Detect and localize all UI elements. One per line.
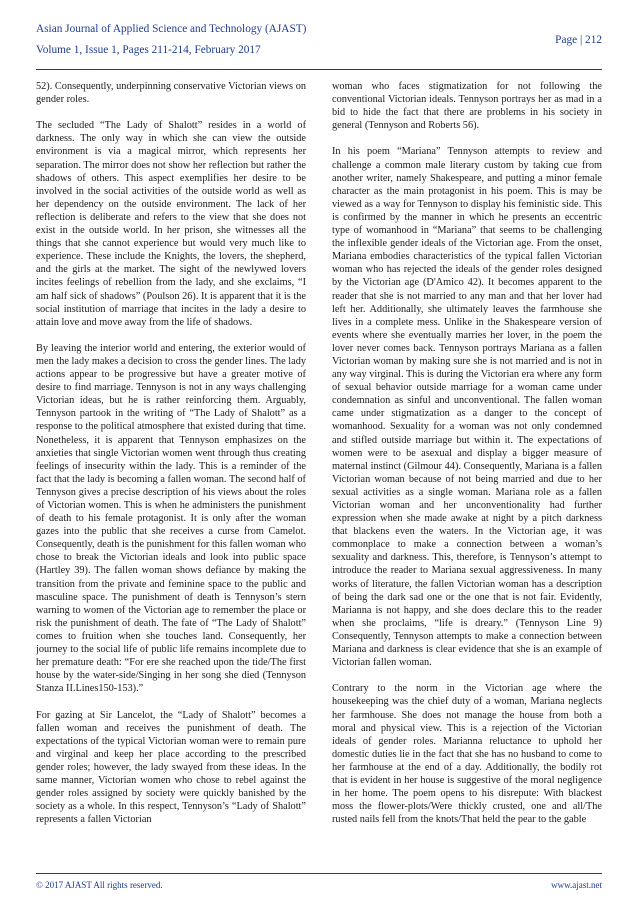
page-header [36, 14, 602, 68]
right-paragraph-3: Contrary to the norm in the Victorian age where the housekeeping was the chief duty of a woman, Mariana neglects her farmhouse. She does not manage the house from both a moral and physical view. This is a rejection of the Victorian ideals of gender roles. Marianna reluctance to uphold her domestic duties lie in the fact that she has no husband to come to her farmhouse at the end of a day. Additionally, the bodily rot that is evident in her house is suggestive of the moral negligence in her home. The poem opens to his disrepute: With blackest moss the flower-plots/Were thickly crusted, one and all/The rusted nails fell from the knots/That held the pear to the gable [332, 683, 602, 826]
right-column [332, 80, 602, 870]
footer-divider [36, 873, 602, 874]
left-column [36, 80, 306, 870]
left-paragraph-3: By leaving the interior world and entering, the exterior would of men the lady makes a decision to cross the gender lines. The lady actions appear to be progressive but have a greater motive of desire to find marriage. Tennyson is not in any ways challenging Victorian ideas, but he is rather reinforcing them. Arguably, Tennyson partook in the writing of “The Lady of Shalott” as a response to the political atmosphere that existed during that time. Nonetheless, it is apparent that Tennyson emphasizes on the anxieties that single Victorian women went through thus creating feelings of insecurity within the lady. This is a reminder of the fact that the lady is becoming a fallen woman. The second half of Tennyson gives a precise description of his views about the roles of Victorian women. This is when he administers the punishment of death to his female protagonist. It is only after the woman gazes into the public that she receives a curse from Camelot. Consequently, death is the punishment for this fallen woman who chose to break the Victorian ideals and look into public space (Hartley 39). The fallen woman shows defiance by making the transition from the private and feminine space to the public and masculine space. The punishment of death is Tennyson’s stern warning to women of the Victorian age to remember the place or risk the punishment of death. The fate of “The Lady of Shalott” comes to fruition when she touches land. Consequently, her journey to the social life of public life remains incomplete due to her premature death: “For ere she reached upon the tide/The first house by the water-side/Singing in her song she died (Tennyson Stanza II.Lines150-153).” [36, 342, 306, 695]
website-link[interactable]: www.ajast.net [551, 880, 602, 890]
journal-title: Asian Journal of Applied Science and Technology (AJAST) [36, 23, 307, 35]
left-paragraph-4: For gazing at Sir Lancelot, the “Lady of Shalott” becomes a fallen woman and receives the punishment of death. The expectations of the typical Victorian woman were to remain pure and virginal and keep her place according to the prescribed gender roles; however, the lady swayed from these ideas. In the same manner, Victorian women who chose to rebel against the gender roles assigned by society were quickly banished by the society as a whole. In this respect, Tennyson’s “Lady of Shalott” represents a fallen Victorian [36, 709, 306, 826]
right-paragraph-2: In his poem “Mariana” Tennyson attempts to review and challenge a common male literary custom by taking cue from another writer, namely Shakespeare, and putting a minor female character as the main protagonist in his poem. This is may be viewed as a way for Tennyson to display his feministic side. This is confirmed by the manner in which he presents an eccentric type of womanhood in “Mariana” that seems to be challenging the inflexible gender ideals of the Victorian age. From the onset, Mariana embodies characteristics of the typical fallen Victorian woman who has rejected the ideals of the gender roles designed by the Victorian age (D'Amico 42). It becomes apparent to the reader that she is not married to any man and that her lover had left her. Additionally, she ultimately leaves the farmhouse she lives in a complete mess. Unlike in the Shakespeare version of events where she eventually marries her lover, in the poem the lover never comes back. Tennyson portrays Mariana as a fallen Victorian woman by making sure she is not married and is not in any way virginal. This is during the Victorian era where any form of sexual behavior outside marriage for a woman came under condemnation as sinful and unconventional. The fallen woman came under stigmatization as a danger to the concept of womanhood. Sexuality for a woman was not only condemned and stifled outside marriage but within it. The expectations of women were to be asexual and display a bigger measure of maternal instinct (Gilmour 44). Consequently, Mariana is a fallen Victorian woman because of not being married and due to her sexual activities as a single woman. Mariana role as a fallen Victorian woman and her unconventionality had further expression when she made awake at night by a pitch darkness that blackens even the waters. In the Victorian age, it was commonplace to make a connection between a woman’s sexuality and darkness. This, therefore, is Tennyson’s attempt to introduce the reader to Mariana sexual aggressiveness. In many works of literature, the fallen Victorian woman has a description of being the dark sad one or the one that is not fair. Evidently, Marianna is not happy, and she does declare this to the reader when she proclaims, “life is dreary.” (Tennyson Line 9) Consequently, Tennyson attempts to make a connection between Mariana and darkness is clear evidence that she is an example of Victorian fallen woman. [332, 146, 602, 669]
issue-info: Volume 1, Issue 1, Pages 211-214, February 2017 [36, 44, 261, 56]
right-paragraph-1: woman who faces stigmatization for not following the conventional Victorian ideals. Tennyson portrays her as mad in a bid to hide the fact that there are problems in his society in general (Tennyson and Roberts 56). [332, 81, 602, 132]
header-divider [36, 69, 602, 70]
page-number: Page | 212 [555, 34, 602, 46]
copyright-notice: © 2017 AJAST All rights reserved. [36, 880, 163, 890]
left-paragraph-1: 52). Consequently, underpinning conservative Victorian views on gender roles. [36, 81, 306, 106]
left-paragraph-2: The secluded “The Lady of Shalott” resides in a world of darkness. The only way in which she can view the outside environment is via a magical mirror, which represents her separation. The mirror does not show her reflection but rather the shadows of others. This aspect exemplifies her desire to be involved in the social activities of the outside world as well as her dependency on the outside environment. The lack of her reflection is deliberate and refers to the view that she does not exist in the outside world. In her prison, she witnesses all the things that she cannot experience but would very much like to experience. These include the Knights, the lovers, the shepherd, and the girls at the market. The sight of the newlywed lovers incites feelings of rebellion from the lady, and she exclaims, “I am half sick of shadows” (Poulson 26). It is apparent that it is the social institution of marriage that incites in the lady a desire to attain love and move away from the life of shadows. [36, 120, 306, 328]
